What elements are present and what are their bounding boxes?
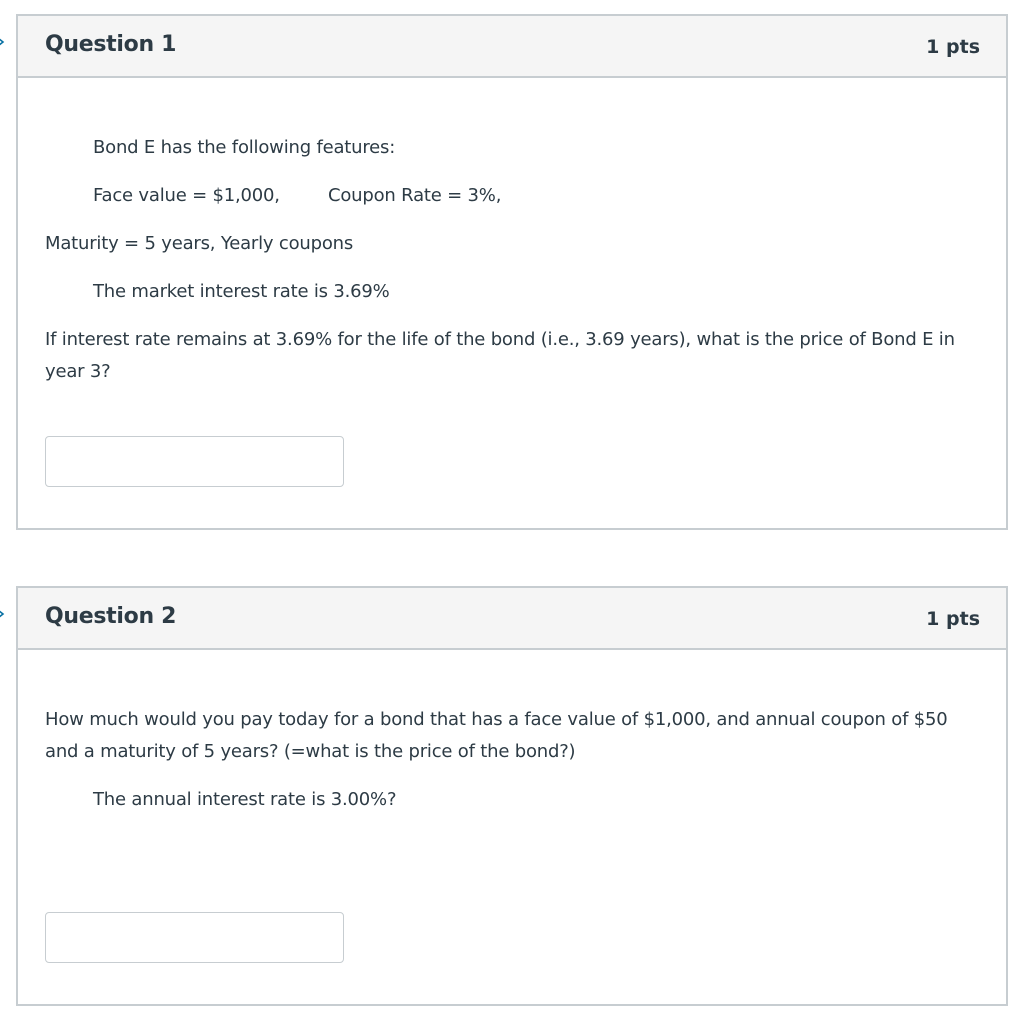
question-1-flag-icon (0, 37, 6, 47)
question-2-header (18, 588, 1006, 650)
question-1-title: Question 1 (45, 32, 177, 57)
question-2-flag-icon (0, 609, 6, 619)
question-2-answer-input[interactable] (45, 912, 344, 963)
question-2-title: Question 2 (45, 604, 177, 629)
question-1-text-line: Maturity = 5 years, Yearly coupons (45, 233, 354, 254)
question-1-header (18, 16, 1006, 78)
question-1-points: 1 pts (926, 36, 980, 58)
question-2-text-line: The annual interest rate is 3.00%? (93, 789, 397, 810)
question-2-prompt: How much would you pay today for a bond that has a face value of $1,000, and annual coupon of $50 and a maturity of 5 years? (=what is the price of the bond?) (45, 709, 948, 762)
question-2-card (16, 586, 1008, 1006)
question-1-answer-input[interactable] (45, 436, 344, 487)
question-1-text-line: The market interest rate is 3.69% (93, 281, 390, 302)
question-1-text-line: Bond E has the following features: (93, 137, 396, 158)
question-1-text-line: Coupon Rate = 3%, (328, 185, 502, 206)
question-1-card (16, 14, 1008, 530)
question-1-prompt: If interest rate remains at 3.69% for the life of the bond (i.e., 3.69 years), what is the price of Bond E in year 3? (45, 329, 955, 382)
question-2-points: 1 pts (926, 608, 980, 630)
question-1-text-line: Face value = $1,000, (93, 185, 280, 206)
